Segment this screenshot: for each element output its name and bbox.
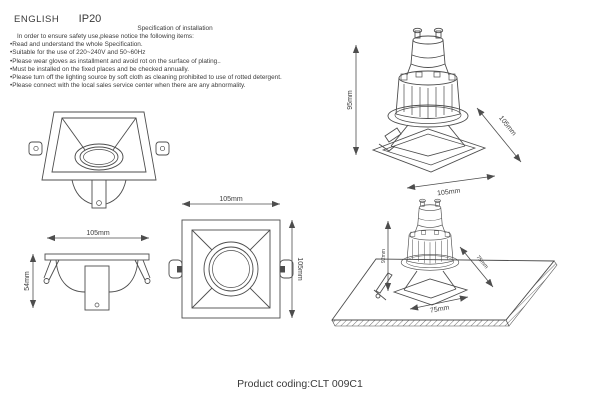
spec-item: •Please connect with the local sales service center when there are any abnormality.	[10, 82, 246, 90]
spec-intro: In order to ensure safety use,please notice the following items:	[17, 33, 194, 41]
drawing-iso-view	[347, 28, 521, 197]
installed-height-dim: 92mm	[381, 249, 387, 263]
installed-depth-dim: 75mm	[474, 254, 489, 271]
mount-tab-left	[29, 142, 42, 155]
iso-width-dim: 105mm	[436, 187, 461, 198]
spec-item: •Please turn off the lighting source by soft cloth as cleaning prohibited to use of rotted detergent.	[10, 73, 282, 81]
mount-tab-right	[156, 142, 169, 155]
spec-item: •Must be installed on the fixed places and be checked annually.	[10, 65, 190, 73]
spec-item: •Please wear gloves as installment and avoid rot on the surface of plating..	[10, 57, 221, 65]
iso-depth-dim: 105mm	[497, 114, 518, 138]
front-view-height-dim: 105mm	[296, 257, 303, 281]
iso-height-dim: 95mm	[347, 90, 354, 110]
drawing-side-view	[24, 230, 150, 310]
ip-rating-label: IP20	[78, 13, 102, 25]
side-view-height-dim: 54mm	[24, 271, 31, 291]
product-coding: Product coding:CLT 009C1	[237, 378, 363, 390]
side-view-width-dim: 105mm	[86, 230, 110, 237]
drawing-trim-perspective	[29, 112, 169, 208]
front-view-width-dim: 105mm	[219, 196, 243, 203]
drawing-installed-view	[332, 199, 557, 326]
installed-width-dim: 75mm	[429, 304, 450, 315]
drawing-front-view	[169, 196, 303, 318]
spec-item: •Suitable for the use of 220~240V and 50~60Hz	[10, 49, 146, 57]
spec-title: Specification of installation	[137, 25, 213, 32]
spec-item: •Read and understand the whole Specification.	[10, 41, 143, 49]
language-label: ENGLISH	[14, 14, 60, 25]
